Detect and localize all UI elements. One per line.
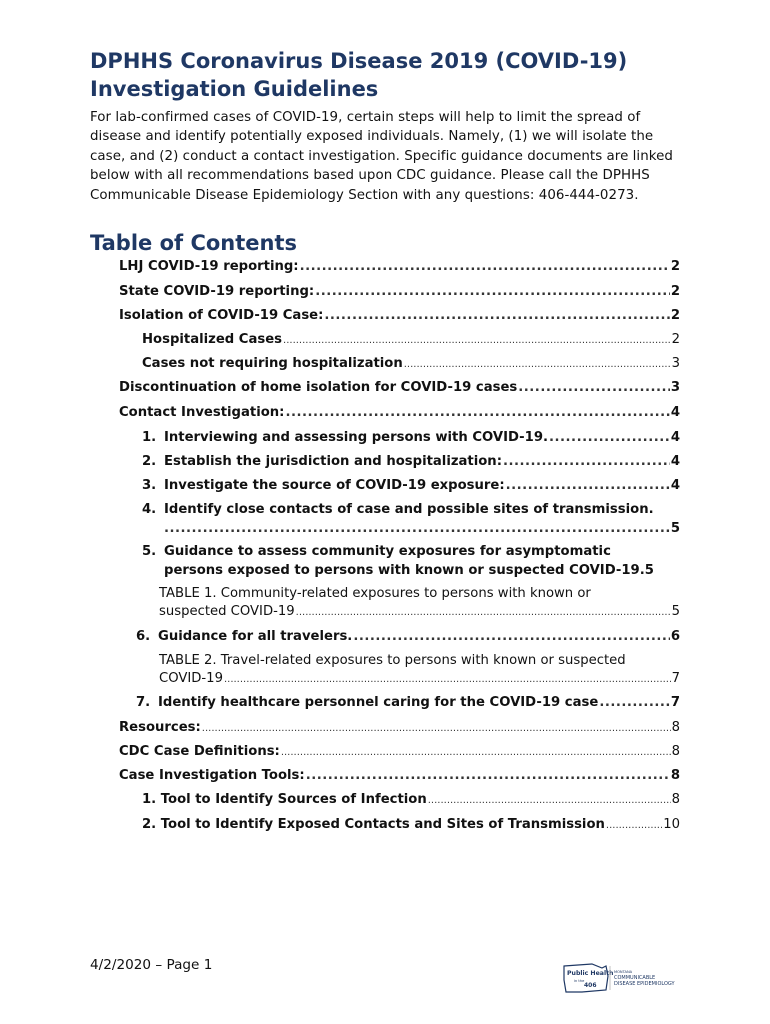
toc-page-number: 4 <box>670 454 680 469</box>
toc-leader <box>549 428 670 447</box>
public-health-logo <box>562 962 692 996</box>
toc-page-number: 2 <box>671 332 680 347</box>
toc-page-number: 8 <box>670 768 680 783</box>
toc-page-number: 2 <box>670 284 680 299</box>
toc-entry-text: Isolation of COVID-19 Case: <box>119 308 324 323</box>
toc-entry-number: 2. <box>142 454 157 469</box>
toc-entry-text: CDC Case Definitions: <box>119 744 280 759</box>
toc-entry-hospitalized-cases[interactable] <box>142 330 680 350</box>
toc-entry-number: 7. <box>136 695 151 710</box>
toc-entry-text-continued: suspected COVID-19 <box>159 604 295 619</box>
toc-entry-table-1-line-2[interactable] <box>159 602 680 622</box>
toc-entry-step-6[interactable] <box>136 627 680 646</box>
toc-entry-step-4-leader-line[interactable] <box>164 519 680 538</box>
toc-page-number: 3 <box>670 380 680 395</box>
toc-leader <box>506 476 670 495</box>
document-title: DPHHS Coronavirus Disease 2019 (COVID-19) Investigation Guidelines <box>90 49 628 101</box>
toc-page-number: 5 <box>671 604 680 619</box>
toc-entry-lhj-reporting[interactable] <box>119 257 680 276</box>
intro-paragraph: For lab-confirmed cases of COVID-19, certain steps will help to limit the spread of disease and identify potentially exposed individuals. Namely, (1) we will isolate the case, and (2) conduct a contact investigation. Specific guidance documents are linked below with all recommendations based upon CDC guidance. Please call the DPHHS Communicable Disease Epidemiology Section with any questions: 406-444-0273. <box>90 110 673 203</box>
toc-leader <box>518 378 670 397</box>
toc-page-number: 4 <box>670 478 680 493</box>
toc-leader <box>324 306 669 325</box>
toc-leader <box>404 354 671 374</box>
toc-entry-text: Investigate the source of COVID-19 exposure: <box>164 478 505 493</box>
toc-leader <box>224 669 671 689</box>
toc-entry-non-hospitalized[interactable] <box>142 354 680 374</box>
toc-leader <box>503 452 670 471</box>
toc-page-number: 4 <box>670 405 680 420</box>
toc-entry-text: Identify close contacts of case and possible sites of transmission. <box>164 502 654 517</box>
toc-leader <box>315 282 670 301</box>
toc-entry-step-5-line-2[interactable] <box>164 561 680 580</box>
toc-entry-contact-investigation[interactable] <box>119 403 680 422</box>
toc-entry-number: 5. <box>142 544 157 559</box>
toc-page-number: 8 <box>671 720 680 735</box>
logo-sub-text: in the <box>574 979 585 983</box>
toc-leader <box>281 742 671 762</box>
toc-page-number: 4 <box>670 430 680 445</box>
toc-entry-tool-1[interactable] <box>142 790 680 810</box>
toc-entry-case-definitions[interactable] <box>119 742 680 762</box>
toc-entry-text-continued: COVID-19 <box>159 671 223 686</box>
toc-leader <box>428 790 671 810</box>
logo-right-line-2: COMMUNICABLE <box>614 975 656 981</box>
toc-entry-text: Guidance for all travelers. <box>158 629 353 644</box>
toc-entry-text: Identify healthcare personnel caring for the COVID-19 case <box>158 695 599 710</box>
toc-leader <box>164 519 670 538</box>
footer-date-page: 4/2/2020 – Page 1 <box>90 957 213 973</box>
toc-page-number: 8 <box>671 744 680 759</box>
toc-entry-number: 3. <box>142 478 157 493</box>
toc-entry-investigation-tools[interactable] <box>119 766 680 785</box>
toc-entry-isolation[interactable] <box>119 306 680 325</box>
toc-entry-text-continued: persons exposed to persons with known or suspected COVID-19. <box>164 563 645 578</box>
toc-entry-step-4[interactable] <box>142 500 680 519</box>
toc-entry-text: TABLE 1. Community-related exposures to persons with known or <box>159 586 591 601</box>
toc-leader <box>283 330 671 350</box>
toc-entry-text: 1. Tool to Identify Sources of Infection <box>142 792 427 807</box>
toc-entry-step-1[interactable] <box>142 428 680 447</box>
logo-right-line-3: DISEASE EPIDEMIOLOGY <box>614 981 675 987</box>
toc-entry-table-2[interactable] <box>159 651 680 670</box>
logo-main-text: Public Health <box>567 970 614 977</box>
toc-entry-text: Case Investigation Tools: <box>119 768 305 783</box>
toc-heading: Table of Contents <box>90 231 298 255</box>
toc-leader <box>599 693 670 712</box>
toc-leader <box>202 718 671 738</box>
toc-entry-number: 4. <box>142 502 157 517</box>
toc-entry-text: TABLE 2. Travel-related exposures to persons with known or suspected <box>159 653 626 668</box>
toc-entry-text: Cases not requiring hospitalization <box>142 356 403 371</box>
logo-right-line-1: MONTANA <box>614 970 633 974</box>
toc-page-number: 8 <box>671 792 680 807</box>
toc-leader <box>306 766 670 785</box>
toc-entry-text: Resources: <box>119 720 201 735</box>
toc-page-number: 7 <box>670 695 680 710</box>
toc-entry-number: 6. <box>136 629 151 644</box>
toc-entry-tool-2[interactable] <box>142 815 680 835</box>
toc-entry-state-reporting[interactable] <box>119 282 680 301</box>
toc-entry-step-7[interactable] <box>136 693 680 712</box>
toc-entry-step-5[interactable] <box>142 542 680 561</box>
toc-entry-text: Contact Investigation: <box>119 405 285 420</box>
toc-page-number: 6 <box>670 629 680 644</box>
toc-page-number: 2 <box>670 308 680 323</box>
toc-entry-text: 2. Tool to Identify Exposed Contacts and Sites of Transmission <box>142 817 605 832</box>
toc-leader <box>285 403 669 422</box>
toc-leader <box>606 815 662 835</box>
toc-entry-step-2[interactable] <box>142 452 680 471</box>
toc-entry-text: Guidance to assess community exposures for asymptomatic <box>164 544 611 559</box>
toc-entry-number: 1. <box>142 430 157 445</box>
toc-page-number: 10 <box>663 817 680 832</box>
toc-entry-discontinuation[interactable] <box>119 378 680 397</box>
toc-page-number: 5 <box>670 521 680 536</box>
toc-entry-table-2-line-2[interactable] <box>159 669 680 689</box>
toc-leader <box>296 602 671 622</box>
toc-entry-text: State COVID-19 reporting: <box>119 284 315 299</box>
toc-page-number: 5 <box>644 563 654 578</box>
toc-page-number: 3 <box>671 356 680 371</box>
toc-entry-text: Discontinuation of home isolation for COVID-19 cases <box>119 380 518 395</box>
toc-entry-step-3[interactable] <box>142 476 680 495</box>
toc-entry-text: Establish the jurisdiction and hospitalization: <box>164 454 502 469</box>
toc-entry-text: Interviewing and assessing persons with COVID-19. <box>164 430 549 445</box>
toc-page-number: 2 <box>670 259 680 274</box>
toc-leader <box>353 627 670 646</box>
toc-leader <box>300 257 670 276</box>
toc-entry-text: LHJ COVID-19 reporting: <box>119 259 299 274</box>
toc-entry-resources[interactable] <box>119 718 680 738</box>
logo-number-text: 406 <box>584 982 597 989</box>
toc-page-number: 7 <box>671 671 680 686</box>
toc-entry-text: Hospitalized Cases <box>142 332 283 347</box>
toc-entry-table-1[interactable] <box>159 584 680 603</box>
